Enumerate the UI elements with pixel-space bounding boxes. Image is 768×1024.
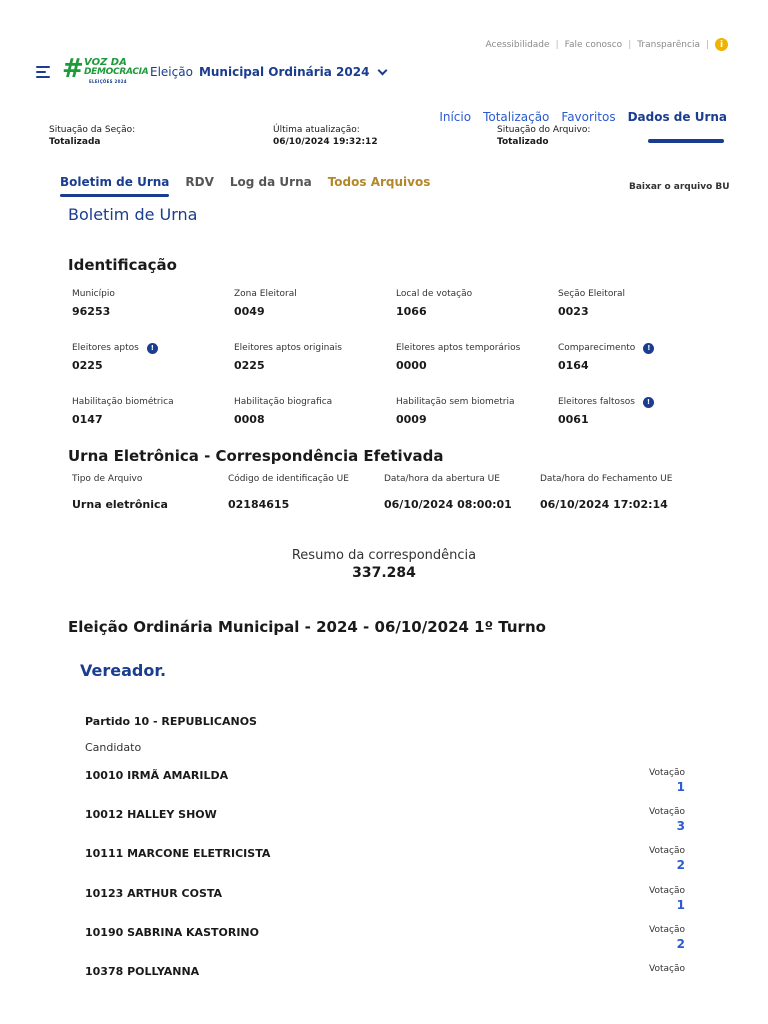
field-value: 06/10/2024 08:00:01 [384, 498, 512, 511]
votacao-label: Votação [649, 885, 685, 896]
tab-todos-arquivos[interactable]: Todos Arquivos [327, 175, 431, 189]
election-selector[interactable] [150, 65, 386, 79]
menu-icon[interactable] [36, 66, 52, 78]
votacao-value: 2 [676, 858, 685, 873]
eleicao-title: Eleição Ordinária Municipal - 2024 - 06/10/2024 1º Turno [68, 618, 546, 636]
field-label: Habilitação biografica [234, 397, 333, 407]
accessibility-link[interactable]: Acessibilidade [485, 39, 550, 50]
identificacao-grid [72, 288, 720, 426]
candidate-name: 10111 MARCONE ELETRICISTA [85, 847, 271, 861]
votacao-label: Votação [649, 924, 685, 935]
field-label: Local de votação [396, 289, 473, 299]
info-icon[interactable]: ! [643, 343, 654, 354]
cargo-title: Vereador. [80, 661, 167, 680]
candidate-list [85, 768, 685, 1003]
field-value: 0000 [396, 359, 427, 372]
field-cell [72, 396, 234, 426]
urna-grid [72, 474, 696, 511]
logo[interactable]: # VOZ DA DEMOCRACIA ELEIÇÕES 2024 [62, 54, 149, 84]
field-cell [234, 342, 396, 372]
field-value: 0009 [396, 413, 427, 426]
urna-title: Urna Eletrônica - Correspondência Efetivada [68, 447, 444, 465]
field-value: 1066 [396, 305, 427, 318]
votacao-label: Votação [649, 807, 685, 818]
candidate-row [85, 886, 685, 925]
urna-field-cell [384, 474, 540, 511]
candidate-row [85, 925, 685, 964]
main-nav [439, 110, 727, 124]
candidato-header: Candidato [85, 741, 142, 754]
tab-boletim-de-urna[interactable]: Boletim de Urna [60, 175, 170, 189]
field-label: Data/hora da abertura UE [384, 474, 500, 484]
transparency-link[interactable]: Transparência [637, 39, 700, 50]
votacao-value: 1 [676, 780, 685, 794]
status-atualizacao: Última atualização: 06/10/2024 19:32:12 [273, 125, 378, 147]
urna-field-cell [72, 474, 228, 511]
election-name: Municipal Ordinária 2024 [198, 65, 370, 79]
election-prefix: Eleição [150, 65, 193, 79]
candidate-name: 10378 POLLYANNA [85, 964, 200, 978]
status-secao: Situação da Seção: Totalizada [49, 125, 136, 147]
field-value: 02184615 [228, 498, 290, 511]
tab-rdv[interactable]: RDV [185, 175, 214, 189]
field-value: 0164 [558, 359, 589, 372]
field-label: Eleitores aptos temporários [396, 343, 521, 353]
resumo-label: Resumo da correspondência [291, 548, 477, 563]
field-cell [396, 288, 558, 318]
status-row [49, 125, 721, 147]
votacao-value: 3 [676, 819, 685, 834]
field-label: Habilitação biométrica [72, 397, 174, 407]
info-icon[interactable]: ! [147, 343, 158, 354]
field-value: 0049 [234, 305, 265, 318]
field-label: Habilitação sem biometria [396, 397, 515, 407]
field-cell [234, 396, 396, 426]
field-value: 0023 [558, 305, 589, 318]
nav-dados-de-urna[interactable]: Dados de Urna [627, 110, 727, 124]
votacao-value: 1 [676, 897, 685, 912]
separator: | [555, 39, 559, 50]
field-cell [72, 342, 234, 372]
candidate-name: 10010 IRMÃ AMARILDA [85, 769, 229, 782]
identificacao-title: Identificação [68, 256, 177, 274]
field-cell [234, 288, 396, 318]
field-cell [558, 396, 720, 426]
contact-link[interactable]: Fale conosco [564, 39, 623, 50]
urna-field-cell [228, 474, 384, 511]
sub-tabs [60, 175, 430, 189]
field-value: 0008 [234, 413, 265, 426]
field-cell [396, 396, 558, 426]
field-label: Tipo de Arquivo [72, 474, 143, 484]
field-label: Comparecimento ! [558, 342, 720, 354]
field-cell [72, 288, 234, 318]
partido-title: Partido 10 - REPUBLICANOS [85, 715, 257, 728]
field-value: Urna eletrônica [72, 498, 168, 511]
field-label: Zona Eleitoral [234, 289, 297, 299]
field-label: Eleitores faltosos ! [558, 396, 720, 408]
votacao-label: Votação [649, 846, 685, 857]
field-value: 0225 [234, 359, 265, 372]
field-value: 0225 [72, 359, 103, 372]
resumo-value: 337.284 [352, 565, 416, 581]
status-arquivo: Situação do Arquivo: Totalizado [497, 125, 591, 147]
field-label: Eleitores aptos ! [72, 342, 234, 354]
field-value: 96253 [72, 305, 111, 318]
field-value: 0061 [558, 413, 589, 426]
download-bu-link[interactable]: Baixar o arquivo BU [629, 182, 730, 192]
field-cell [558, 288, 720, 318]
candidate-row [85, 807, 685, 846]
info-icon[interactable]: i [715, 38, 728, 51]
page-title: Boletim de Urna [68, 205, 198, 224]
votacao-label: Votação [649, 963, 685, 974]
candidate-name: 10012 HALLEY SHOW [85, 808, 217, 822]
info-icon[interactable]: ! [643, 397, 654, 408]
urna-field-cell [540, 474, 696, 511]
field-label: Seção Eleitoral [558, 289, 626, 299]
votacao-label: Votação [649, 768, 685, 778]
field-value: 06/10/2024 17:02:14 [540, 498, 668, 511]
candidate-name: 10190 SABRINA KASTORINO [85, 925, 259, 939]
candidate-row [85, 768, 685, 807]
field-cell [558, 342, 720, 372]
tab-log-da-urna[interactable]: Log da Urna [229, 175, 312, 189]
votacao-value: 2 [676, 936, 685, 951]
field-value: 0147 [72, 413, 103, 426]
nav-inicio[interactable]: Início [439, 110, 472, 124]
candidate-name: 10123 ARTHUR COSTA [85, 886, 223, 900]
candidate-row [85, 964, 685, 1003]
field-label: Código de identificação UE [228, 474, 349, 484]
candidate-row [85, 846, 685, 885]
separator: | [705, 39, 709, 50]
field-label: Eleitores aptos originais [234, 343, 342, 353]
field-label: Município [72, 289, 115, 299]
header [36, 54, 386, 86]
resumo-correspondencia [0, 548, 768, 581]
field-label: Data/hora do Fechamento UE [540, 474, 673, 484]
nav-favoritos[interactable]: Favoritos [561, 110, 616, 124]
utility-links [486, 38, 729, 51]
field-cell [396, 342, 558, 372]
chevron-down-icon [378, 65, 388, 75]
nav-totalizacao[interactable]: Totalização [483, 110, 550, 124]
separator: | [628, 39, 632, 50]
